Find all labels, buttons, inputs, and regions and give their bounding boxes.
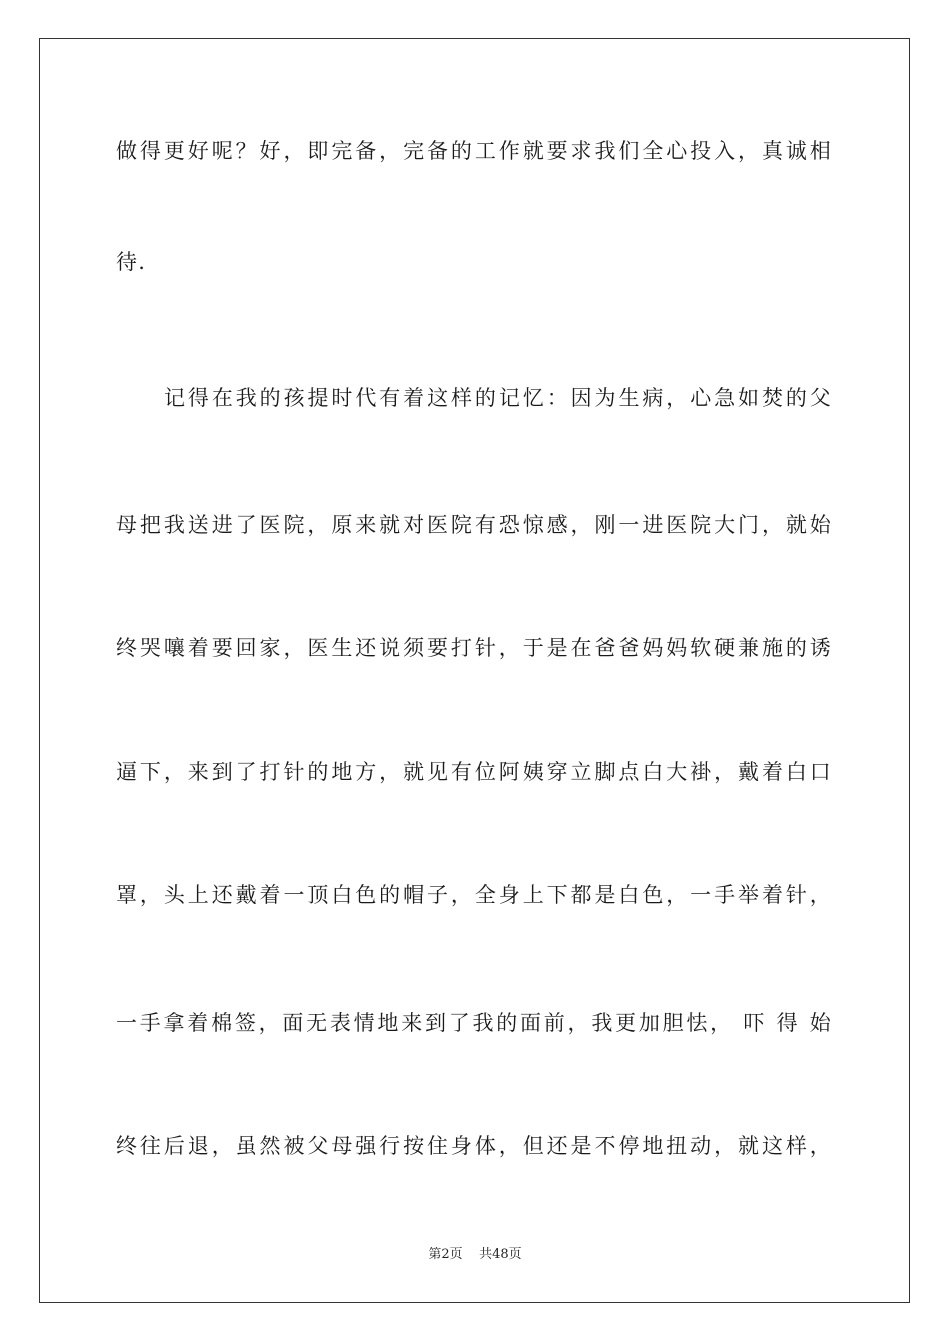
body-text-line-5: 终哭嚷着要回家，医生还说须要打针，于是在爸爸妈妈软硬兼施的诱 bbox=[116, 636, 832, 660]
page-border bbox=[39, 38, 910, 1303]
body-text-line-1: 做得更好呢？好，即完备，完备的工作就要求我们全心投入，真诚相 bbox=[116, 139, 832, 163]
body-text-line-2: 待. bbox=[116, 250, 147, 274]
body-text-line-8: 一手拿着棉签，面无表情地来到了我的面前，我更加胆怯， 吓 得 始 bbox=[116, 1011, 832, 1035]
body-text-line-4: 母把我送进了医院，原来就对医院有恐惊感，刚一进医院大门，就始 bbox=[116, 513, 832, 537]
body-text-line-7: 罩，头上还戴着一顶白色的帽子，全身上下都是白色，一手举着针， bbox=[116, 883, 832, 907]
page-number: 第2页 bbox=[428, 1247, 463, 1262]
paragraph-first-line: 记得在我的孩提时代有着这样的记忆：因为生病，心急如焚的父 bbox=[164, 386, 832, 410]
page-footer bbox=[0, 1246, 950, 1264]
page-total: 共48页 bbox=[479, 1247, 522, 1262]
body-text-line-9: 终往后退，虽然被父母强行按住身体，但还是不停地扭动，就这样， bbox=[116, 1134, 832, 1158]
body-text-line-6: 逼下，来到了打针的地方，就见有位阿姨穿立脚点白大褂，戴着白口 bbox=[116, 760, 832, 784]
